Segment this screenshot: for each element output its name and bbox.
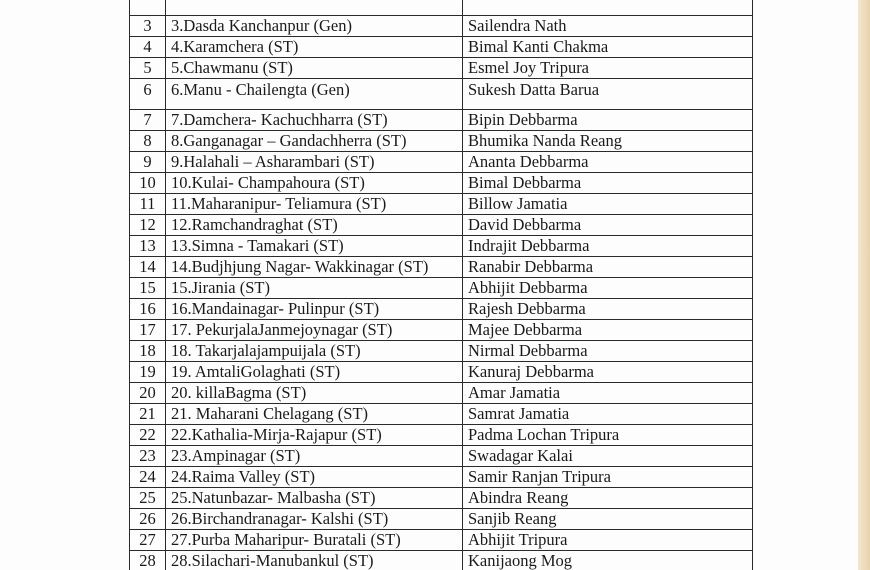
serial-number-cell	[130, 0, 166, 16]
constituency-cell: 3.Dasda Kanchanpur (Gen)	[166, 16, 463, 37]
candidate-name-cell: Ranabir Debbarma	[463, 257, 753, 278]
serial-number-cell: 20	[130, 383, 166, 404]
constituency-cell: 28.Silachari-Manubankul (ST)	[166, 551, 463, 570]
table-row	[130, 58, 753, 79]
constituency-cell: 8.Ganganagar – Gandachherra (ST)	[166, 131, 463, 152]
table-row	[130, 404, 753, 425]
serial-number-cell: 23	[130, 446, 166, 467]
candidate-name-cell: Abindra Reang	[463, 488, 753, 509]
candidate-name-cell: Abhijit Debbarma	[463, 278, 753, 299]
serial-number-cell: 14	[130, 257, 166, 278]
candidate-table-body	[130, 0, 753, 570]
serial-number-cell: 12	[130, 215, 166, 236]
candidate-name-cell: Kanijaong Mog	[463, 551, 753, 570]
table-row	[130, 110, 753, 131]
table-row	[130, 278, 753, 299]
serial-number-cell: 16	[130, 299, 166, 320]
table-row	[130, 320, 753, 341]
table-row	[130, 215, 753, 236]
serial-number-cell: 8	[130, 131, 166, 152]
candidate-name-cell: Padma Lochan Tripura	[463, 425, 753, 446]
table-row	[130, 425, 753, 446]
serial-number-cell: 27	[130, 530, 166, 551]
candidate-name-cell: Ananta Debbarma	[463, 152, 753, 173]
serial-number-cell: 10	[130, 173, 166, 194]
constituency-cell: 7.Damchera- Kachuchharra (ST)	[166, 110, 463, 131]
candidate-name-cell: David Debbarma	[463, 215, 753, 236]
candidate-name-cell: Abhijit Tripura	[463, 530, 753, 551]
serial-number-cell: 9	[130, 152, 166, 173]
constituency-cell: 23.Ampinagar (ST)	[166, 446, 463, 467]
table-row	[130, 509, 753, 530]
constituency-cell: 27.Purba Maharipur- Buratali (ST)	[166, 530, 463, 551]
constituency-cell: 26.Birchandranagar- Kalshi (ST)	[166, 509, 463, 530]
table-row	[130, 131, 753, 152]
constituency-cell: 11.Maharanipur- Teliamura (ST)	[166, 194, 463, 215]
table-row	[130, 383, 753, 404]
table-row	[130, 551, 753, 570]
constituency-cell	[166, 0, 463, 16]
constituency-cell: 24.Raima Valley (ST)	[166, 467, 463, 488]
serial-number-cell: 13	[130, 236, 166, 257]
candidate-name-cell: Nirmal Debbarma	[463, 341, 753, 362]
serial-number-cell: 15	[130, 278, 166, 299]
serial-number-cell: 11	[130, 194, 166, 215]
serial-number-cell: 26	[130, 509, 166, 530]
table-row	[130, 194, 753, 215]
candidate-name-cell: Sailendra Nath	[463, 16, 753, 37]
table-row	[130, 152, 753, 173]
table-row	[130, 446, 753, 467]
constituency-cell: 5.Chawmanu (ST)	[166, 58, 463, 79]
table-row	[130, 257, 753, 278]
candidate-name-cell: Indrajit Debbarma	[463, 236, 753, 257]
table-row	[130, 488, 753, 509]
candidate-name-cell: Samrat Jamatia	[463, 404, 753, 425]
serial-number-cell: 3	[130, 16, 166, 37]
candidate-name-cell: Swadagar Kalai	[463, 446, 753, 467]
table-row	[130, 37, 753, 58]
serial-number-cell: 18	[130, 341, 166, 362]
candidate-name-cell: Rajesh Debbarma	[463, 299, 753, 320]
candidate-name-cell	[463, 0, 753, 16]
constituency-cell: 13.Simna - Tamakari (ST)	[166, 236, 463, 257]
table-row	[130, 16, 753, 37]
constituency-cell: 9.Halahali – Asharambari (ST)	[166, 152, 463, 173]
constituency-cell: 21. Maharani Chelagang (ST)	[166, 404, 463, 425]
constituency-cell: 20. killaBagma (ST)	[166, 383, 463, 404]
table-row	[130, 341, 753, 362]
candidate-name-cell: Esmel Joy Tripura	[463, 58, 753, 79]
table-row	[130, 530, 753, 551]
candidate-name-cell: Samir Ranjan Tripura	[463, 467, 753, 488]
candidate-name-cell: Amar Jamatia	[463, 383, 753, 404]
candidate-name-cell: Majee Debbarma	[463, 320, 753, 341]
serial-number-cell: 19	[130, 362, 166, 383]
candidate-name-cell: Bhumika Nanda Reang	[463, 131, 753, 152]
serial-number-cell: 6	[130, 79, 166, 110]
table-row	[130, 236, 753, 257]
serial-number-cell: 5	[130, 58, 166, 79]
serial-number-cell: 21	[130, 404, 166, 425]
table-row	[130, 467, 753, 488]
constituency-cell: 19. AmtaliGolaghati (ST)	[166, 362, 463, 383]
table-row	[130, 0, 753, 16]
candidate-name-cell: Kanuraj Debbarma	[463, 362, 753, 383]
table-row	[130, 362, 753, 383]
table-row	[130, 299, 753, 320]
constituency-cell: 16.Mandainagar- Pulinpur (ST)	[166, 299, 463, 320]
table-row	[130, 79, 753, 110]
serial-number-cell: 25	[130, 488, 166, 509]
serial-number-cell: 17	[130, 320, 166, 341]
candidate-name-cell: Billow Jamatia	[463, 194, 753, 215]
constituency-cell: 18. Takarjalajampuijala (ST)	[166, 341, 463, 362]
constituency-cell: 6.Manu - Chailengta (Gen)	[166, 79, 463, 110]
constituency-cell: 15.Jirania (ST)	[166, 278, 463, 299]
candidate-name-cell: Sukesh Datta Barua	[463, 79, 753, 110]
table-row	[130, 173, 753, 194]
constituency-cell: 4.Karamchera (ST)	[166, 37, 463, 58]
candidate-list-table	[129, 0, 753, 570]
page-edge-strip	[858, 0, 870, 570]
serial-number-cell: 22	[130, 425, 166, 446]
serial-number-cell: 24	[130, 467, 166, 488]
serial-number-cell: 7	[130, 110, 166, 131]
candidate-name-cell: Bimal Debbarma	[463, 173, 753, 194]
candidate-name-cell: Bimal Kanti Chakma	[463, 37, 753, 58]
constituency-cell: 10.Kulai- Champahoura (ST)	[166, 173, 463, 194]
constituency-cell: 17. PekurjalaJanmejoynagar (ST)	[166, 320, 463, 341]
constituency-cell: 25.Natunbazar- Malbasha (ST)	[166, 488, 463, 509]
candidate-name-cell: Bipin Debbarma	[463, 110, 753, 131]
constituency-cell: 14.Budjhjung Nagar- Wakkinagar (ST)	[166, 257, 463, 278]
serial-number-cell: 28	[130, 551, 166, 570]
serial-number-cell: 4	[130, 37, 166, 58]
constituency-cell: 12.Ramchandraghat (ST)	[166, 215, 463, 236]
constituency-cell: 22.Kathalia-Mirja-Rajapur (ST)	[166, 425, 463, 446]
candidate-name-cell: Sanjib Reang	[463, 509, 753, 530]
